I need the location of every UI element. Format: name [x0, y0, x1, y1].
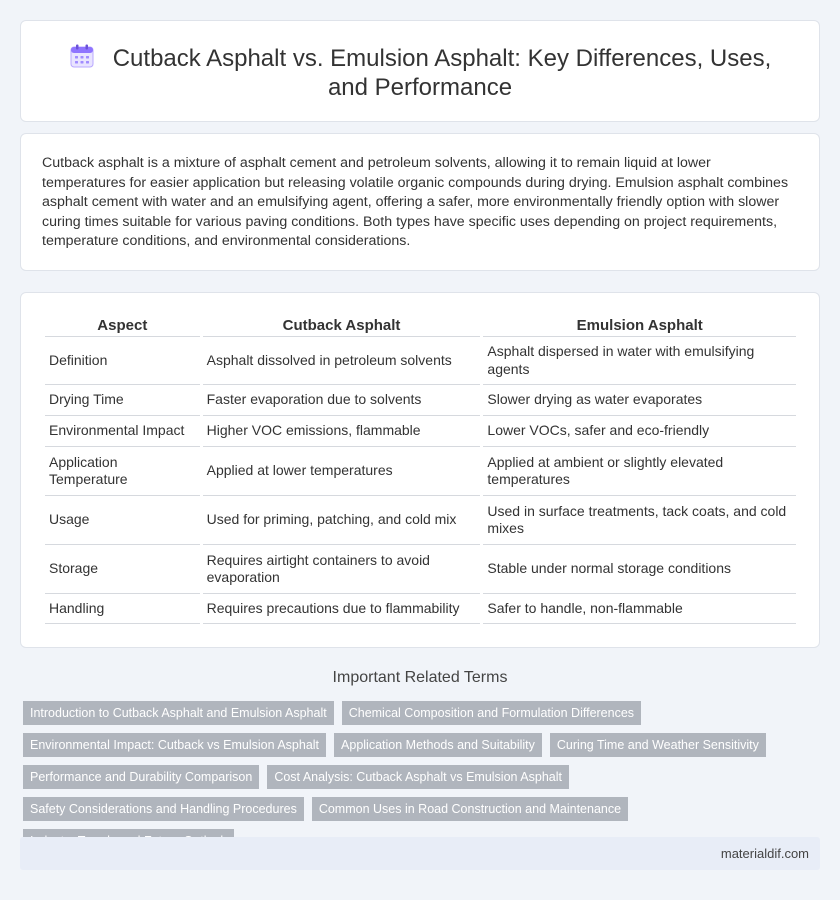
cell-aspect: Storage	[45, 545, 200, 594]
cell-emulsion: Slower drying as water evaporates	[483, 385, 796, 416]
related-term-tag[interactable]: Environmental Impact: Cutback vs Emulsion Asphalt	[23, 733, 326, 757]
intro-paragraph: Cutback asphalt is a mixture of asphalt cement and petroleum solvents, allowing it to remain liquid at lower temperatures for easier application but releasing volatile organic compounds during drying. Emulsion asphalt combines asphalt cement with water and an emulsifying agent, offering a safer, more environmentally friendly option with slower curing times suitable for various paving conditions. Both types have specific uses depending on project requirements, temperature conditions, and environmental considerations.	[42, 155, 789, 250]
cell-emulsion: Safer to handle, non-flammable	[483, 594, 796, 624]
cell-cutback: Applied at lower temperatures	[203, 447, 481, 496]
related-term-tag[interactable]: Introduction to Cutback Asphalt and Emulsion Asphalt	[23, 701, 334, 725]
related-term-tag[interactable]: Chemical Composition and Formulation Differences	[342, 701, 641, 725]
table-row	[45, 416, 796, 447]
related-term-tag[interactable]: Common Uses in Road Construction and Maintenance	[312, 797, 628, 821]
cell-emulsion: Asphalt dispersed in water with emulsifying agents	[483, 337, 796, 385]
comparison-table-card	[20, 292, 820, 648]
cell-cutback: Faster evaporation due to solvents	[203, 385, 481, 416]
header-aspect: Aspect	[45, 315, 200, 337]
page-title: Cutback Asphalt vs. Emulsion Asphalt: Key Differences, Uses, and Performance	[112, 45, 772, 101]
table-header-row	[45, 315, 796, 337]
intro-card	[20, 133, 820, 271]
table-row	[45, 545, 796, 594]
related-term-tag[interactable]: Curing Time and Weather Sensitivity	[550, 733, 766, 757]
table-row	[45, 594, 796, 624]
header-cutback: Cutback Asphalt	[203, 315, 481, 337]
cell-aspect: Environmental Impact	[45, 416, 200, 447]
cell-cutback: Used for priming, patching, and cold mix	[203, 496, 481, 545]
table-row	[45, 496, 796, 545]
cell-aspect: Application Temperature	[45, 447, 200, 496]
table-row	[45, 337, 796, 385]
cell-emulsion: Stable under normal storage conditions	[483, 545, 796, 594]
cell-aspect: Drying Time	[45, 385, 200, 416]
header-emulsion: Emulsion Asphalt	[483, 315, 796, 337]
table-row	[45, 447, 796, 496]
table-row	[45, 385, 796, 416]
cell-emulsion: Lower VOCs, safer and eco-friendly	[483, 416, 796, 447]
calendar-icon	[69, 43, 95, 69]
cell-cutback: Requires airtight containers to avoid evaporation	[203, 545, 481, 594]
cell-aspect: Handling	[45, 594, 200, 624]
page-title-wrap	[21, 43, 819, 102]
comparison-table	[42, 315, 799, 624]
related-terms-title: Important Related Terms	[332, 669, 508, 686]
cell-aspect: Definition	[45, 337, 200, 385]
related-term-tag[interactable]: Application Methods and Suitability	[334, 733, 542, 757]
related-term-tag[interactable]: Performance and Durability Comparison	[23, 765, 259, 789]
footer-site-link[interactable]: materialdif.com	[720, 846, 809, 861]
related-term-tag[interactable]: Cost Analysis: Cutback Asphalt vs Emulsion Asphalt	[267, 765, 569, 789]
cell-aspect: Usage	[45, 496, 200, 545]
footer	[20, 837, 820, 870]
related-term-tag[interactable]: Safety Considerations and Handling Procedures	[23, 797, 304, 821]
cell-emulsion: Applied at ambient or slightly elevated temperatures	[483, 447, 796, 496]
cell-cutback: Higher VOC emissions, flammable	[203, 416, 481, 447]
title-card	[20, 20, 820, 122]
cell-emulsion: Used in surface treatments, tack coats, and cold mixes	[483, 496, 796, 545]
cell-cutback: Requires precautions due to flammability	[203, 594, 481, 624]
cell-cutback: Asphalt dissolved in petroleum solvents	[203, 337, 481, 385]
